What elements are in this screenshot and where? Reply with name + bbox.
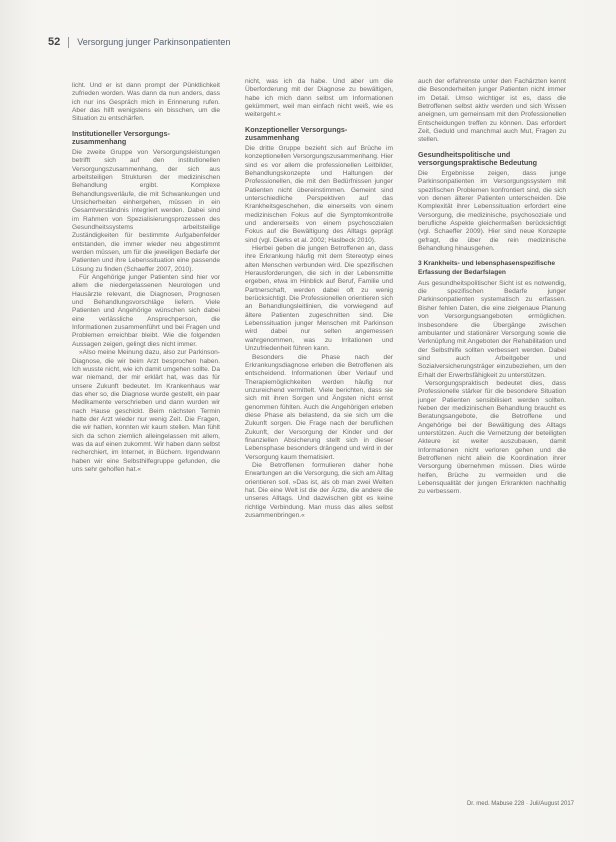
paragraph: Die Ergebnisse zeigen, dass junge Parkinsonpatienten im Versorgungssystem mit spezifischen Problemen konfrontiert sind, die sich von denen älterer Patienten unterscheiden. Die Komplexität ihrer Lebenssituation erfordert eine Versorgung, die medizinische, psychosoziale und berufliche Aspekte gleichermaßen berücksichtigt (vgl. Schaeffer 2009). Hier sind neue Konzepte gefragt, die über die rein medizinische Behandlung hinausgehen. — [418, 169, 566, 253]
paragraph: Die zweite Gruppe von Versorgungsleistungen betrifft sich auf den institutionellen Versorgungszusammenhang, der sich aus arbeitsteiligen Strukturen der medizinischen Behandlung ergibt. Komplexe Behandlungsverläufe, die mit Schwankungen und Unsicherheiten einhergehen, müssen in ein Gesamtverständnis integriert werden. Dabei sind im Rahmen von Spezialisierungsprozessen des Gesundheitssystems arbeitsteilige Zuständigkeiten für bestimmte Aufgabenfelder entstanden, die immer wieder neu abgestimmt werden müssen, um für die jeweiligen Bedarfe der Patienten und ihre Lebenssituation eine passende Lösung zu finden (Schaeffer 2007, 2010). — [72, 148, 220, 273]
footer-citation: Dr. med. Mabuse 228 · Juli/August 2017 — [466, 801, 574, 807]
paragraph: Die Betroffenen formulieren daher hohe Erwartungen an die Versorgung, die sich am Alltag orientieren soll. »Das ist, als ob man zwei Welten hat. Die eine Welt ist die der Ärzte, die andere die unseres Alltags. Und dazwischen gibt es keine richtige Verbindung. Man muss das alles selbst zusammenbringen.« — [245, 461, 393, 520]
running-title: Versorgung junger Parkinsonpatienten — [77, 37, 231, 47]
paragraph: Aus gesundheitspolitischer Sicht ist es notwendig, die spezifischen Bedarfe junger Parkinsonpatienten systematisch zu erfassen. Bisher fehlen Daten, die eine zielgenaue Planung von Versorgungsangeboten ermöglichen. Insbesondere die Übergänge zwischen ambulanter und stationärer Versorgung sowie die Verknüpfung mit Angeboten der Rehabilitation und der Selbsthilfe sollten verbessert werden. Dabei sind auch Arbeitgeber und Sozialversicherungsträger einzubeziehen, um den Erhalt der Erwerbsfähigkeit zu unterstützen. — [418, 279, 566, 379]
running-header — [48, 34, 576, 50]
subsection-heading: 3 Krankheits- und lebensphasenspezifische Erfassung der Bedarfslagen — [418, 260, 556, 276]
paragraph: Für Angehörige junger Patienten sind hier vor allem die niedergelassenen Neurologen und Hausärzte relevant, die Diagnosen, Prognosen und Behandlungsvorschläge liefern. Viele Patienten und Angehörige wünschen sich dabei eine verlässliche Ansprechperson, die Informationen zusammenführt und bei Fragen und Problemen erreichbar bleibt. Wie die folgenden Aussagen zeigen, gelingt dies nicht immer. — [72, 274, 220, 348]
header-divider — [68, 37, 69, 48]
paragraph: licht. Und er ist dann prompt der Pünktlichkeit zufrieden worden. Was dann da nun anders, dass ich nur ins Gespräch mich in Erinnerung rufen. Aber das hilft wenigstens ein bisschen, um die Situation zu entschärfen. — [72, 82, 220, 123]
section-heading: Gesundheitspolitische und versorgungspraktische Bedeutung — [418, 149, 538, 168]
paragraph: Die dritte Gruppe bezieht sich auf Brüche im konzeptionellen Versorgungszusammenhang. Hier sind es vor allem die professionellen Leitbilder, Behandlungskonzepte und Haltungen der Professionellen, die mit den Bedürfnissen junger Patienten nicht übereinstimmen. Gemeint sind unterschiedliche Perspektiven auf das Krankheitsgeschehen, die einerseits von einem medizinischen Fokus auf die Symptomkontrolle und andererseits von einem psychosozialen Fokus auf die Bewältigung des Alltags geprägt sind (vgl. Dierks et al. 2002; Haslbeck 2010). — [245, 144, 393, 244]
text-column-2 — [245, 78, 393, 778]
text-column-1 — [72, 82, 220, 782]
paragraph: nicht, was ich da habe. Und aber um die Überforderung mit der Diagnose zu bewältigen, habe ich mich dann selbst um Informationen gekümmert, weil man einfach nicht weiß, wie es weitergeht.« — [245, 78, 393, 119]
paragraph: auch der erfahrenste unter den Fachärzten kennt die Besonderheiten junger Patienten nicht immer im Detail. Umso wichtiger ist es, dass die Betroffenen selbst aktiv werden und sich Wissen aneignen, um gemeinsam mit den Professionellen Entscheidungen treffen zu können. Das erfordert Zeit, Geduld und manchmal auch Mut, Fragen zu stellen. — [418, 78, 566, 144]
page-number: 52 — [48, 36, 61, 48]
paragraph: Hierbei geben die jungen Betroffenen an, dass ihre Erkrankung häufig mit dem Stereotyp eines alten Menschen verbunden wird. Die spezifischen Herausforderungen, die sich in der Lebensmitte ergeben, etwa im Hinblick auf Beruf, Familie und Partnerschaft, werden dabei oft zu wenig berücksichtigt. Die Professionellen orientieren sich an Behandlungsleitlinien, die vorwiegend auf ältere Patienten zugeschnitten sind. Die Lebenssituation junger Menschen mit Parkinson wird dabei nur selten angemessen wahrgenommen, was zu Irritationen und Unzufriedenheit führen kann. — [245, 245, 393, 353]
quote-paragraph: »Also meine Meinung dazu, also zur Parkinson-Diagnose, die wir beim Arzt besprochen haben. Ich wusste nicht, wie ich damit umgehen sollte. Da war niemand, der mir erklärt hat, was das für unsere Zukunft bedeutet. Im Krankenhaus war das eher so, die Diagnose wurde gestellt, ein paar Medikamente verschrieben und dann wurden wir nach Hause geschickt. Beim nächsten Termin hatte der Arzt wieder nur wenig Zeit. Die Fragen, die wir hatten, konnten wir kaum stellen. Man fühlt sich da schon ziemlich alleingelassen mit allem, was da auf einen zukommt. Wir haben dann selbst recherchiert, im Internet, in Büchern. Irgendwann haben wir eine Selbsthilfegruppe gefunden, die uns sehr geholfen hat.« — [72, 349, 220, 473]
section-heading: Institutioneller Versorgungs-zusammenhang — [72, 128, 170, 147]
text-column-3 — [418, 78, 566, 778]
paragraph: Versorgungspraktisch bedeutet dies, dass Professionelle stärker für die besondere Situation junger Patienten sensibilisiert werden sollten. Neben der medizinischen Behandlung braucht es Beratungsangebote, die Betroffene und Angehörige bei der Bewältigung des Alltags unterstützen. Auch die Vernetzung der beteiligten Akteure ist weiter auszubauen, damit Informationen nicht verloren gehen und die Betroffenen nicht allein die Koordination ihrer Versorgung übernehmen müssen. Dies würde helfen, Brüche zu vermeiden und die Lebensqualität der jungen Erkrankten nachhaltig zu verbessern. — [418, 379, 566, 496]
paragraph: Besonders die Phase nach der Erkrankungsdiagnose erleben die Betroffenen als entscheidend. Informationen über Verlauf und Therapiemöglichkeiten werden häufig nur unzureichend vermittelt. Viele berichten, dass sie sich mit ihren Sorgen und Ängsten nicht ernst genommen fühlten. Auch die Angehörigen erleben diese Phase als belastend, da sie sich um die Zukunft sorgen. Die Frage nach der beruflichen Zukunft, der Versorgung der Kinder und der finanziellen Absicherung stellt sich in dieser Lebensphase besonders drängend und wird in der Versorgung kaum thematisiert. — [245, 353, 393, 461]
section-heading: Konzeptioneller Versorgungs-zusammenhang — [245, 124, 348, 143]
